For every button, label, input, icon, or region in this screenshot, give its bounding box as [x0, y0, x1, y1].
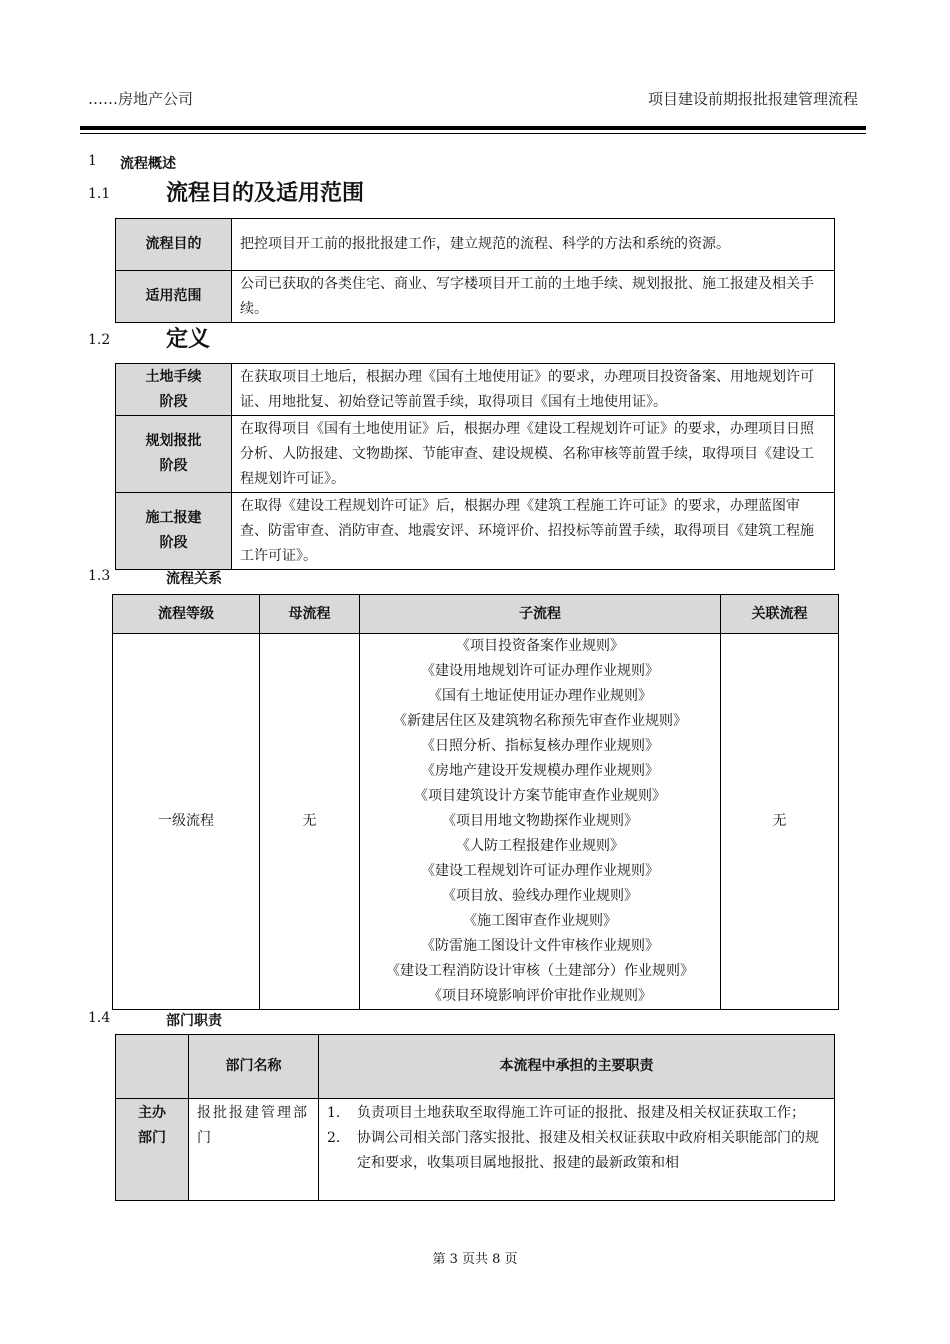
duty-number: 1.	[327, 1105, 341, 1121]
col-header-department: 部门名称	[189, 1035, 319, 1099]
list-item	[327, 1126, 826, 1176]
section-1-1-title: 流程目的及适用范围	[166, 181, 365, 206]
duty-text: 负责项目土地获取至取得施工许可证的报批、报建及相关权证获取工作；	[357, 1105, 805, 1121]
header-document-title: 项目建设前期报批报建管理流程	[647, 90, 858, 108]
duty-text: 协调公司相关部门落实报批、报建及相关权证获取中政府相关职能部门的规定和要求，收集项目属地报批、报建的最新政策和相	[357, 1130, 819, 1171]
table-row	[116, 364, 835, 416]
table-header-row	[113, 595, 839, 634]
scope-text: 公司已获取的各类住宅、商业、写字楼项目开工前的土地手续、规划报批、施工报建及相关手续。	[232, 271, 835, 323]
definition-label-line1: 规划报批	[145, 433, 202, 449]
section-1-3-number: 1.3	[88, 568, 111, 584]
section-1-title: 流程概述	[120, 156, 176, 172]
table-header-row	[116, 1035, 835, 1099]
list-item: 《建设工程消防设计审核（土建部分）作业规则》	[386, 963, 694, 979]
table-row	[116, 493, 835, 570]
col-header-duties: 本流程中承担的主要职责	[319, 1035, 835, 1099]
header-rule-thin	[80, 133, 866, 134]
role-label-line2: 部门	[138, 1130, 166, 1146]
section-1-2-title: 定义	[166, 327, 211, 352]
table-row	[116, 219, 835, 271]
list-item: 《项目放、验线办理作业规则》	[442, 888, 638, 904]
list-item: 《建设用地规划许可证办理作业规则》	[421, 663, 659, 679]
definition-label-line2: 阶段	[159, 458, 188, 474]
section-1-3-title: 流程关系	[166, 571, 222, 587]
department-duty-table	[115, 1034, 835, 1201]
list-item: 《人防工程报建作业规则》	[456, 838, 624, 854]
role-label-line1: 主办	[138, 1105, 166, 1121]
list-item: 《国有土地证使用证办理作业规则》	[428, 688, 652, 704]
definition-text: 在取得项目《国有土地使用证》后，根据办理《建设工程规划许可证》的要求，办理项目日照分析、人防报建、文物勘探、节能审查、建设规模、名称审核等前置手续，取得项目《建设工程规划许可证》。	[232, 416, 835, 493]
header-rule	[80, 126, 866, 130]
section-1-1-number: 1.1	[88, 186, 111, 202]
col-header-parent: 母流程	[260, 595, 360, 634]
definition-label-line1: 土地手续	[145, 368, 202, 385]
department-name: 报批报建管理部门	[189, 1099, 319, 1201]
definition-text: 在取得《建设工程规划许可证》后，根据办理《建筑工程施工许可证》的要求，办理蓝图审查、防雷审查、消防审查、地震安评、环境评价、招投标等前置手续，取得项目《建筑工程施工许可证》。	[232, 493, 835, 570]
col-header-level: 流程等级	[113, 595, 260, 634]
col-header-related: 关联流程	[721, 595, 839, 634]
table-row	[116, 271, 835, 323]
section-1-4-title: 部门职责	[166, 1013, 222, 1029]
table-row	[116, 416, 835, 493]
parent-process: 无	[260, 634, 360, 1010]
definition-label	[116, 493, 232, 570]
page-number: 第 3 页共 8 页	[432, 1252, 518, 1267]
list-item	[327, 1101, 826, 1126]
duty-list	[319, 1099, 835, 1201]
process-relation-table	[112, 594, 839, 1010]
list-item: 《防雷施工图设计文件审核作业规则》	[421, 938, 659, 954]
definition-label	[116, 364, 232, 416]
child-process-list	[360, 634, 721, 1010]
definition-label-line2: 阶段	[159, 535, 188, 551]
list-item: 《项目环境影响评价审批作业规则》	[428, 988, 652, 1004]
table-row	[116, 1099, 835, 1201]
list-item: 《项目用地文物勘探作业规则》	[442, 813, 638, 829]
role-label	[116, 1099, 189, 1201]
list-item: 《新建居住区及建筑物名称预先审查作业规则》	[393, 713, 687, 729]
blank-header-cell	[116, 1035, 189, 1099]
definition-table	[115, 363, 835, 570]
purpose-text: 把控项目开工前的报批报建工作，建立规范的流程、科学的方法和系统的资源。	[232, 219, 835, 271]
section-1-2-number: 1.2	[88, 332, 111, 348]
list-item: 《施工图审查作业规则》	[463, 913, 617, 929]
header-company: ……房地产公司	[88, 90, 194, 108]
definition-label-line1: 施工报建	[145, 510, 202, 526]
list-item: 《房地产建设开发规模办理作业规则》	[421, 763, 659, 779]
related-process: 无	[721, 634, 839, 1010]
duty-number: 2.	[327, 1130, 341, 1146]
list-item: 《项目建筑设计方案节能审查作业规则》	[414, 788, 666, 804]
col-header-children: 子流程	[360, 595, 721, 634]
section-1-number: 1	[88, 153, 97, 169]
table-row	[113, 634, 839, 1010]
section-1-4-number: 1.4	[88, 1010, 111, 1026]
process-level: 一级流程	[113, 634, 260, 1010]
scope-label: 适用范围	[116, 271, 232, 323]
purpose-scope-table	[115, 218, 835, 323]
definition-text: 在获取项目土地后，根据办理《国有土地使用证》的要求，办理项目投资备案、用地规划许可证、用地批复、初始登记等前置手续，取得项目《国有土地使用证》。	[232, 364, 835, 416]
definition-label	[116, 416, 232, 493]
list-item: 《项目投资备案作业规则》	[456, 638, 624, 654]
list-item: 《日照分析、指标复核办理作业规则》	[421, 738, 659, 754]
list-item: 《建设工程规划许可证办理作业规则》	[421, 863, 659, 879]
definition-label-line2: 阶段	[159, 393, 188, 410]
purpose-label: 流程目的	[116, 219, 232, 271]
